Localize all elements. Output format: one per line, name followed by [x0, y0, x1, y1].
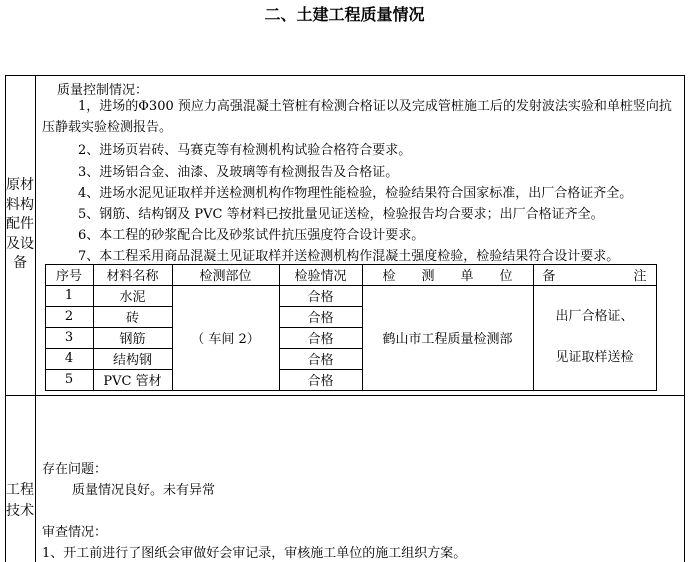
header-location: 检测部位: [199, 269, 252, 284]
quality-control-heading: 质量控制情况：: [57, 83, 149, 98]
table-row-4-name: 结构钢: [112, 353, 152, 368]
label-column-divider: [35, 75, 36, 562]
table-row-5-name: PVC 管材: [103, 374, 162, 389]
table-row-2-name: 砖: [125, 311, 139, 326]
review-item-1: 1、开工前进行了图纸会审做好会审记录，审核施工单位的施工组织方案。: [42, 546, 467, 561]
table-row-3-no: 3: [64, 330, 74, 345]
control-item-7: 7、本工程采用商品混凝土见证取样并送检测机构作混凝土强度检验，检验结果符合设计要求。: [78, 249, 620, 264]
table-row-1-result: 合格: [307, 290, 334, 305]
test-location-cell: （ 车间 2）: [191, 332, 260, 347]
header-unit: 检 测 单 位: [382, 269, 513, 284]
header-remark: 备 注: [542, 269, 647, 284]
test-unit-cell: 鹤山市工程质量检测部: [382, 332, 513, 347]
table-row-3-name: 钢筋: [119, 332, 146, 347]
issues-text: 质量情况良好。未有异常: [72, 483, 216, 498]
page-title: 二、土建工程质量情况: [264, 5, 425, 24]
table-top-border: [5, 75, 685, 76]
table-row-1-no: 1: [64, 288, 74, 303]
section-label-materials: 原材料构配件及设备: [6, 177, 34, 271]
mt-line-bottom: [45, 390, 657, 391]
control-item-3: 3、进场铝合金、油漆、及玻璃等有检测报告及合格证。: [78, 165, 399, 180]
table-row-5-result: 合格: [307, 374, 334, 389]
table-right-border: [684, 75, 685, 562]
table-row-4-result: 合格: [307, 353, 334, 368]
issues-heading: 存在问题：: [42, 462, 108, 477]
header-no: 序号: [55, 269, 82, 284]
mt-col-6: [656, 264, 657, 390]
header-material: 材料名称: [106, 269, 159, 284]
remark-line-2: 见证取样送检: [555, 350, 634, 365]
header-result: 检验情况: [294, 269, 347, 284]
control-item-4: 4、进场水泥见证取样并送检测机构作物理性能检验，检验结果符合国家标准，出厂合格证齐全。: [78, 186, 633, 201]
table-row-5-no: 5: [64, 372, 74, 387]
table-row-2-result: 合格: [307, 311, 334, 326]
table-row-1-name: 水泥: [119, 290, 146, 305]
table-row-3-result: 合格: [307, 332, 334, 347]
table-row-2-no: 2: [64, 309, 74, 324]
control-item-1: 1，进场的Φ300 预应力高强混凝土管桩有检测合格证以及完成管桩施工后的发射波法实验和单桩竖向抗压静载实验检测报告。: [42, 99, 672, 135]
section-divider: [5, 395, 685, 396]
control-item-5: 5、钢筋、结构钢及 PVC 等材料已按批量见证送检，检验报告均合要求；出厂合格证齐全。: [78, 207, 604, 222]
table-row-4-no: 4: [64, 351, 74, 366]
review-heading: 审查情况：: [42, 525, 108, 540]
control-item-2: 2、进场页岩砖、马赛克等有检测机构试验合格符合要求。: [78, 143, 412, 158]
section-label-engineering: 工程技术: [6, 482, 34, 519]
control-item-6: 6、本工程的砂浆配合比及砂浆试件抗压强度符合设计要求。: [78, 228, 425, 243]
remark-line-1: 出厂合格证、: [555, 309, 634, 324]
remark-cell: [533, 285, 656, 390]
